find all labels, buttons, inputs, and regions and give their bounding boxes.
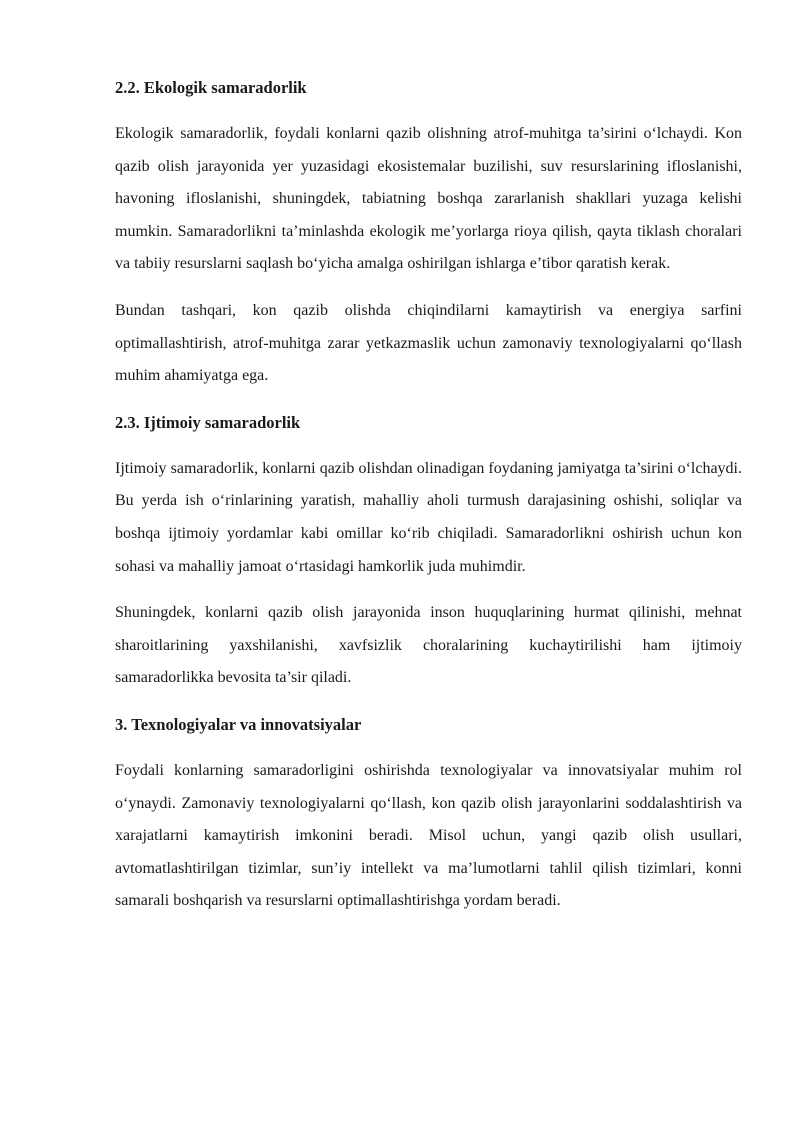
paragraph-technology-1: Foydali konlarning samaradorligini oshirishda texnologiyalar va innovatsiyalar muhim rol o‘ynaydi. Zamonaviy texnologiyalarni qo‘llash, kon qazib olish jarayonlarini soddalashtirish va xarajatlarni kamaytirish imkonini beradi. Misol uchun, yangi qazib olish usullari, avtomatlashtirilgan tizimlar, sun’iy intellekt va ma’lumotlarni tahlil qilish tizimlari, konni samarali boshqarish va resurslarni optimallashtirishga yordam beradi. <box>115 761 742 910</box>
section-heading-social: 2.3. Ijtimoiy samaradorlik <box>115 412 301 432</box>
section-heading-technology: 3. Texnologiyalar va innovatsiyalar <box>115 714 362 734</box>
paragraph-ecological-1: Ekologik samaradorlik, foydali konlarni qazib olishning atrof-muhitga ta’sirini o‘lchaydi. Kon qazib olish jarayonida yer yuzasidagi ekosistemalar buzilishi, suv resurslarining ifloslanishi, havoning ifloslanishi, shuningdek, tabiatning boshqa zararlanish shakllari yuzaga kelishi mumkin. Samaradorlikni ta’minlashda ekologik me’yorlarga rioya qilish, qayta tiklash choralari va tabiiy resurslarni saqlash bo‘yicha amalga oshirilgan ishlarga e’tibor qaratish kerak. <box>115 125 742 273</box>
paragraph-social-2: Shuningdek, konlarni qazib olish jarayonida inson huquqlarining hurmat qilinishi, mehnat sharoitlarining yaxshilanishi, xavfsizlik choralarining kuchaytirilishi ham ijtimoiy samaradorlikka bevosita ta’sir qiladi. <box>115 604 742 687</box>
section-heading-ecological: 2.2. Ekologik samaradorlik <box>115 78 307 97</box>
paragraph-social-1: Ijtimoiy samaradorlik, konlarni qazib olishdan olinadigan foydaning jamiyatga ta’sirini o‘lchaydi. Bu yerda ish o‘rinlarining yaratish, mahalliy aholi turmush darajasining oshishi, soliqlar va boshqa ijtimoiy yordamlar kabi omillar ko‘rib chiqiladi. Samaradorlikni oshirish uchun kon sohasi va mahalliy jamoat o‘rtasidagi hamkorlik juda muhimdir. <box>115 459 742 575</box>
document-page <box>115 72 742 918</box>
paragraph-ecological-2: Bundan tashqari, kon qazib olishda chiqindilarni kamaytirish va energiya sarfini optimallashtirish, atrof-muhitga zarar yetkazmaslik uchun zamonaviy texnologiyalarni qo‘llash muhim ahamiyatga ega. <box>115 301 742 385</box>
